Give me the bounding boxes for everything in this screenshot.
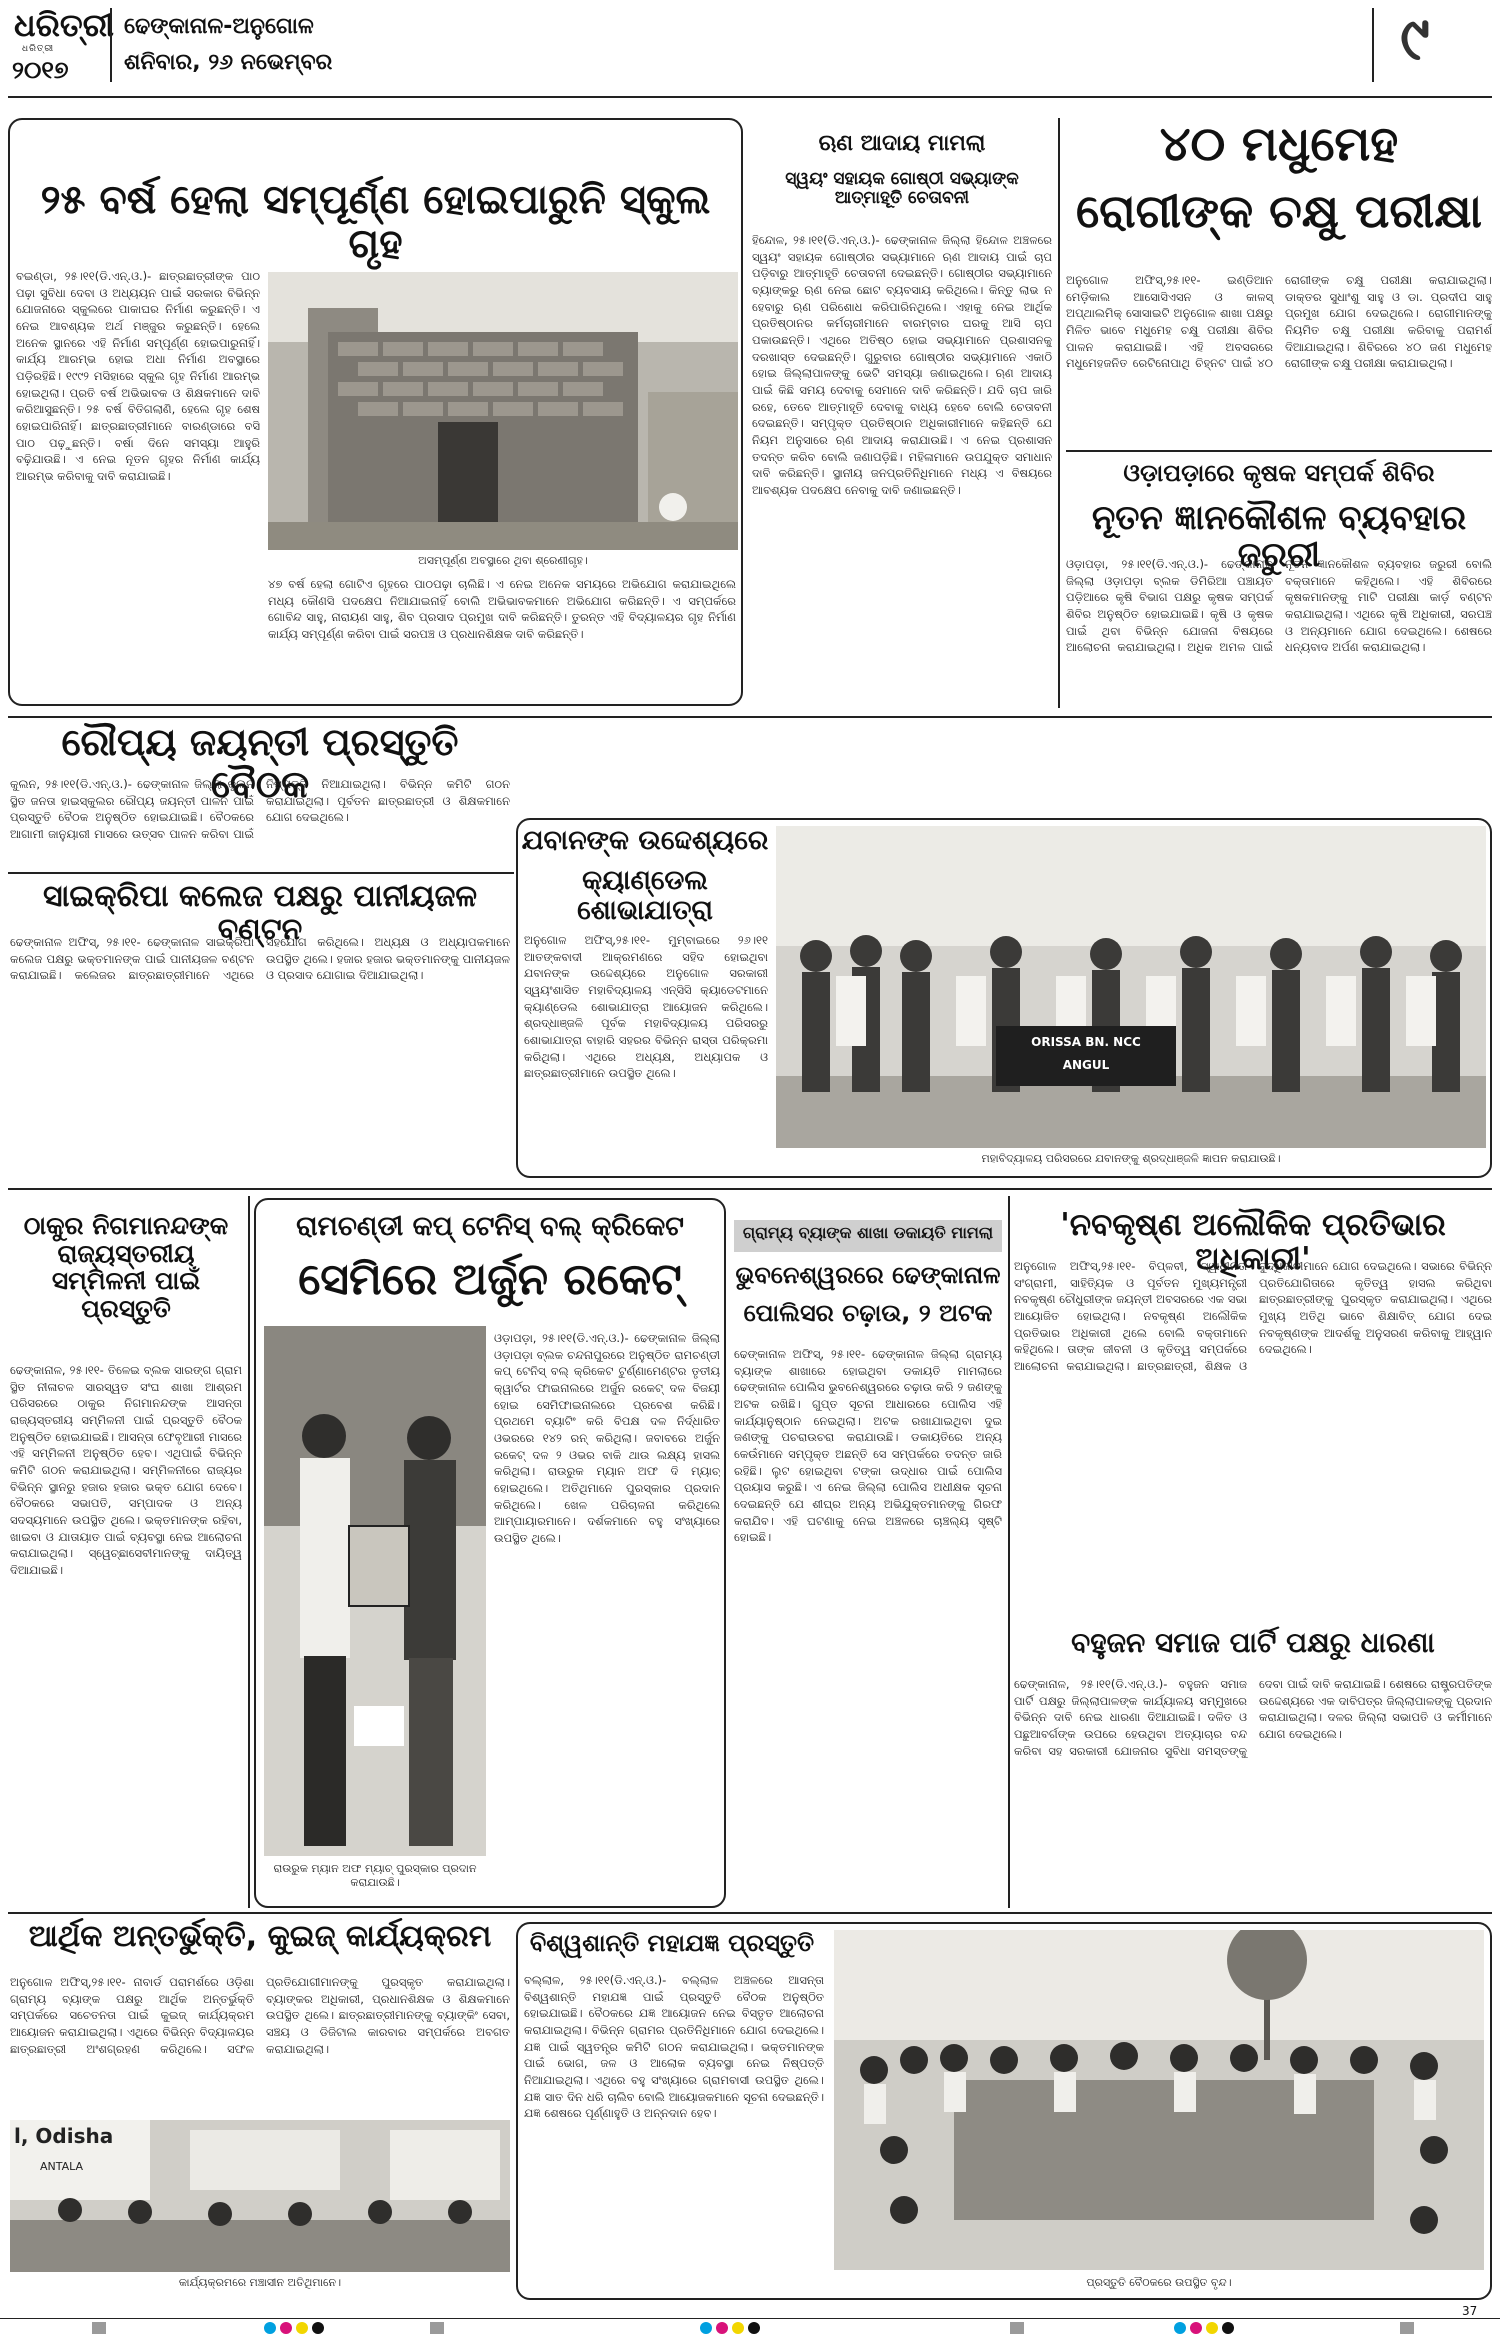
candle-photo [776,826,1486,1148]
cyan-dot [1174,2322,1186,2334]
school-headline: ୨୫ ବର୍ଷ ହେଲା ସମ୍ପୂର୍ଣ୍ଣ ହୋଇପାରୁନି ସ୍କୁଲ ଗୃହ [40,177,711,267]
farmer-headline: ନୂତନ ଜ୍ଞାନକୌଶଳ ବ୍ୟବହାର ଜରୁରୀ [1091,498,1467,576]
school-caption: ଅସମ୍ପୂର୍ଣ୍ଣ ଅବସ୍ଥାରେ ଥିବା ଶ୍ରେଣୀଗୃହ। [418,554,588,567]
peace-caption: ପ୍ରସ୍ତୁତି ବୈଠକରେ ଉପସ୍ଥିତ ବୃନ୍ଦ। [1086,2276,1232,2289]
quiz-headline: ଆର୍ଥିକ ଅନ୍ତର୍ଭୁକ୍ତି, କୁଇଜ୍ କାର୍ଯ୍ୟକ୍ରମ [28,1919,492,1954]
black-dot [1222,2322,1234,2334]
peace-body: ବଲ୍ଲାଳ, ୨୫।୧୧(ଡି.ଏନ୍.ଓ.)- ବଲ୍ଲାଳ ଅଞ୍ଚଳରେ ଆସନ୍ତା ବିଶ୍ୱଶାନ୍ତି ମହାଯଜ୍ଞ ପାଇଁ ପ୍ରସ୍ତୁତି ବୈଠକ ଅନୁଷ୍ଠିତ ହୋଇଯାଇଛି। ବୈଠକରେ ଯଜ୍ଞ ଆୟୋଜନ ନେଇ ବିସ୍ତୃତ ଆଲୋଚନା କରାଯାଇଥିଲା। ବିଭିନ୍ନ ଗ୍ରାମର ପ୍ରତିନିଧିମାନେ ଯୋଗ ଦେଇଥିଲେ। ଯଜ୍ଞ ପାଇଁ ସ୍ୱତନ୍ତ୍ର କମିଟି ଗଠନ କରାଯାଇଥିଲା। ଭକ୍ତମାନଙ୍କ ପାଇଁ ଭୋଗ, ଜଳ ଓ ଆଲୋକ ବ୍ୟବସ୍ଥା ନେଇ ନିଷ୍ପତ୍ତି ନିଆଯାଇଥିଲା। ଏଥିରେ ବହୁ ସଂଖ୍ୟାରେ ଗ୍ରାମବାସୀ ଉପସ୍ଥିତ ଥିଲେ। ଯଜ୍ଞ ସାତ ଦିନ ଧରି ଚାଲିବ ବୋଲି ଆୟୋଜକମାନେ ସୂଚନା ଦେଇଛନ୍ତି। ଯଜ୍ଞ ଶେଷରେ ପୂର୍ଣ୍ଣାହୁତି ଓ ଅନ୍ନଦାନ ହେବ। [524,1973,824,2121]
loan-headline: ସ୍ୱୟଂ ସହାୟକ ଗୋଷ୍ଠୀ ସଭ୍ୟାଙ୍କ ଆତ୍ମାହୂତି ଚେତାବନୀ [785,169,1019,208]
cricket-photo [264,1326,486,1856]
peace-headline: ବିଶ୍ୱଶାନ୍ତି ମହାଯଜ୍ଞ ପ୍ରସ୍ତୁତି [529,1929,815,1957]
navakrushna-headline: 'ନବକୃଷ୍ଣ ଅଲୌକିକ ପ୍ରତିଭାର ଅଧିକାରୀ' [1060,1207,1446,1278]
color-swatch-group-2 [700,2322,780,2334]
bsp-headline: ବହୁଜନ ସମାଜ ପାର୍ଟି ପକ୍ଷରୁ ଧାରଣା [1071,1626,1435,1659]
year-label: ୨୦୧୭ [12,56,69,84]
bsp-body: ଢେଙ୍କାନାଳ, ୨୫।୧୧(ଡି.ଏନ୍.ଓ.)- ବହୁଜନ ସମାଜ ପାର୍ଟି ପକ୍ଷରୁ ଜିଲ୍ଲାପାଳଙ୍କ କାର୍ଯ୍ୟାଳୟ ସମ୍ମୁଖରେ ବିଭିନ୍ନ ଦାବି ନେଇ ଧାରଣା ଦିଆଯାଇଛି। ଦଳିତ ଓ ପଛୁଆବର୍ଗଙ୍କ ଉପରେ ହେଉଥିବା ଅତ୍ୟାଚାର ବନ୍ଦ କରିବା ସହ ସରକାରୀ ଯୋଜନାର ସୁବିଧା ସମସ୍ତଙ୍କୁ ଦେବା ପାଇଁ ଦାବି କରାଯାଇଛି। ଶେଷରେ ରାଷ୍ଟ୍ରପତିଙ୍କ ଉଦ୍ଦେଶ୍ୟରେ ଏକ ଦାବିପତ୍ର ଜିଲ୍ଲାପାଳଙ୍କୁ ପ୍ରଦାନ କରାଯାଇଥିଲା। ଦଳର ଜିଲ୍ଲା ସଭାପତି ଓ କର୍ମୀମାନେ ଯୋଗ ଦେଇଥିଲେ। [1014,1677,1492,1758]
bank-headline-2: ପୋଲିସର ଚଢ଼ାଉ, ୨ ଅଟକ [743,1299,993,1327]
magenta-dot [280,2322,292,2334]
cricket-headline: ସେମିରେ ଅର୍ଜୁନ ରକେଟ୍ [298,1254,682,1305]
registration-mark-left [92,2322,106,2334]
yellow-dot [732,2322,744,2334]
cricket-body: ଓଡ଼ାପଡ଼ା, ୨୫।୧୧(ଡି.ଏନ୍.ଓ.)- ଢେଙ୍କାନାଳ ଜିଲ୍ଲା ଓଡ଼ାପଡ଼ା ବ୍ଲକ ଚନ୍ଦନାପୁରରେ ଅନୁଷ୍ଠିତ ରାମଚଣ୍ଡୀ କପ୍ ଟେନିସ୍ ବଲ୍ କ୍ରିକେଟ ଟୁର୍ଣ୍ଣାମେଣ୍ଟର ତୃତୀୟ କ୍ୱାର୍ଟର ଫାଇନାଲରେ ଅର୍ଜୁନ ରକେଟ୍ ଦଳ ବିଜୟୀ ହୋଇ ସେମିଫାଇନାଲରେ ପ୍ରବେଶ କରିଛି। ପ୍ରଥମେ ବ୍ୟାଟିଂ କରି ବିପକ୍ଷ ଦଳ ନିର୍ଦ୍ଧାରିତ ଓଭରରେ ୧୪୨ ରନ୍ କରିଥିଲା। ଜବାବରେ ଅର୍ଜୁନ ରକେଟ୍ ଦଳ ୨ ଓଭର ବାକି ଥାଉ ଲକ୍ଷ୍ୟ ହାସଲ କରିଥିଲା। ରାଉରୁକ ମ୍ୟାନ ଅଫ ଦି ମ୍ୟାଚ୍ ହୋଇଥିଲେ। ଅତିଥିମାନେ ପୁରସ୍କାର ପ୍ରଦାନ କରିଥିଲେ। ଖେଳ ପରିଚାଳନା କରିଥିଲେ ଆମ୍ପାୟାରମାନେ। ଦର୍ଶକମାନେ ବହୁ ସଂଖ୍ୟାରେ ଉପସ୍ଥିତ ଥିଲେ। [494,1331,720,1546]
quiz-body: ଅନୁଗୋଳ ଅଫିସ୍,୨୫।୧୧- ନାବାର୍ଡ ପରାମର୍ଶରେ ଓଡ଼ିଶା ଗ୍ରାମ୍ୟ ବ୍ୟାଙ୍କ ପକ୍ଷରୁ ଆର୍ଥିକ ଅନ୍ତର୍ଭୁକ୍ତି ସମ୍ପର୍କରେ ସଚେତନତା ପାଇଁ କୁଇଜ୍ କାର୍ଯ୍ୟକ୍ରମ ଆୟୋଜନ କରାଯାଇଥିଲା। ଏଥିରେ ବିଭିନ୍ନ ବିଦ୍ୟାଳୟର ଛାତ୍ରଛାତ୍ରୀ ଅଂଶଗ୍ରହଣ କରିଥିଲେ। ସଫଳ ପ୍ରତିଯୋଗୀମାନଙ୍କୁ ପୁରସ୍କୃତ କରାଯାଇଥିଲା। ବ୍ୟାଙ୍କର ଅଧିକାରୀ, ପ୍ରଧାନଶିକ୍ଷକ ଓ ଶିକ୍ଷକମାନେ ଉପସ୍ଥିତ ଥିଲେ। ଛାତ୍ରଛାତ୍ରୀମାନଙ୍କୁ ବ୍ୟାଙ୍କିଂ ସେବା, ସଞ୍ଚୟ ଓ ଡିଜିଟାଲ କାରବାର ସମ୍ପର୍କରେ ଅବଗତ କରାଯାଇଥିଲା। [10,1975,510,2056]
peace-photo [834,1930,1484,2270]
color-swatch-group-3 [1174,2322,1254,2334]
water-headline: ସାଇକ୍ରିପା କଲେଜ ପକ୍ଷରୁ ପାନୀୟଜଳ ବଣ୍ଟନ [43,879,477,947]
magenta-dot [716,2322,728,2334]
candle-caption: ମହାବିଦ୍ୟାଳୟ ପରିସରରେ ଯବାନଙ୍କୁ ଶ୍ରଦ୍ଧାଞ୍ଜଳି ଜ୍ଞାପନ କରାଯାଉଛି। [981,1152,1281,1165]
yellow-dot [1206,2322,1218,2334]
registration-mark-far-right [1400,2322,1414,2334]
silver-headline: ରୌପ୍ୟ ଜୟନ୍ତୀ ପ୍ରସ୍ତୁତି ବୈଠକ [61,720,459,806]
registration-mark-right [1010,2322,1024,2334]
page-id: 37 [1462,2304,1478,2318]
paper-name: ଧରିତ୍ରୀ [14,6,114,44]
school-photo [268,272,738,550]
yellow-dot [296,2322,308,2334]
color-swatch-group-1 [264,2322,344,2334]
loan-kicker: ଋଣ ଆଦାୟ ମାମଲା [818,131,986,156]
eye-body: ଅନୁଗୋଳ ଅଫିସ୍,୨୫।୧୧- ଇଣ୍ଡିଆନ ମେଡ଼ିକାଲ ଆସୋସିଏସନ ଓ କାଳସ୍ ଅପ୍ଥାଲମିକ୍ ସୋସାଇଟି ଅନୁଗୋଳ ଶାଖା ପକ୍ଷରୁ ମିଳିତ ଭାବେ ମଧୁମେହ ଚକ୍ଷୁ ପରୀକ୍ଷା ଶିବିର ପାଳନ କରାଯାଇଛି। ଏହି ଅବସରରେ ମଧୁମେହଜନିତ ରେଟିନୋପାଥି ଚିହ୍ନଟ ପାଇଁ ୪୦ ରୋଗୀଙ୍କ ଚକ୍ଷୁ ପରୀକ୍ଷା କରାଯାଇଥିଲା। ଡାକ୍ତର ସୁଧାଂଶୁ ସାହୁ ଓ ଡା. ପ୍ରଦୀପ ସାହୁ ପ୍ରମୁଖ ଯୋଗ ଦେଇଥିଲେ। ରୋଗୀମାନଙ୍କୁ ନିୟମିତ ଚକ୍ଷୁ ପରୀକ୍ଷା କରିବାକୁ ପରାମର୍ଶ ଦିଆଯାଇଥିଲା। ଶିବିରରେ ୪୦ ଜଣ ମଧୁମେହ ରୋଗୀଙ୍କ ଚକ୍ଷୁ ପରୀକ୍ଷା କରାଯାଇଥିଲା। [1066,273,1492,371]
school-body: ବଇଣ୍ଡା, ୨୫।୧୧(ଡି.ଏନ୍.ଓ.)- ଛାତ୍ରଛାତ୍ରୀଙ୍କ ପାଠ ପଢ଼ା ସୁବିଧା ଦେବା ଓ ଅଧ୍ୟୟନ ପାଇଁ ସରକାର ବିଭିନ୍ନ ଯୋଜନାରେ ସ୍କୁଲରେ ପାକାଘର ନିର୍ମାଣ କରୁଛନ୍ତି। ଏ ନେଇ ଆବଶ୍ୟକ ଅର୍ଥ ମଞ୍ଜୁର କରୁଛନ୍ତି। ହେଲେ ଅନେକ ସ୍ଥାନରେ ଏହି ନିର୍ମାଣ ସମ୍ପୂର୍ଣ୍ଣ ହୋଇପାରୁନାହିଁ। କାର୍ଯ୍ୟ ଆରମ୍ଭ ହୋଇ ଅଧା ନିର୍ମାଣ ଅବସ୍ଥାରେ ପଡ଼ିରହିଛି। ୧୯୯୨ ମସିହାରେ ସ୍କୁଲ ଗୃହ ନିର୍ମାଣ ଆରମ୍ଭ ହୋଇଥିଲା। ପ୍ରତି ବର୍ଷ ଅଭିଭାବକ ଓ ଶିକ୍ଷକମାନେ ଦାବି କରିଆସୁଛନ୍ତି। ୨୫ ବର୍ଷ ବିତିଗଲାଣି, ହେଲେ ଗୃହ ଶେଷ ହୋଇପାରିନାହିଁ। ଛାତ୍ରଛାତ୍ରୀମାନେ ବାରଣ୍ଡାରେ ବସି ପାଠ ପଢ଼ୁଛନ୍ତି। ବର୍ଷା ଦିନେ ସମସ୍ୟା ଆହୁରି ବଢ଼ିଯାଉଛି। ଏ ନେଇ ନୂତନ ଗୃହର ନିର୍ମାଣ କାର୍ଯ୍ୟ ଆରମ୍ଭ କରିବାକୁ ଦାବି କରାଯାଇଛି। [16,269,260,484]
eye-headline-1: ୪୦ ମଧୁମେହ [1159,116,1399,172]
page-number: ୯ [1400,4,1430,74]
farmer-body: ଓଡ଼ାପଡ଼ା, ୨୫।୧୧(ଡି.ଏନ୍.ଓ.)- ଢେଙ୍କାନାଳ ଜିଲ୍ଲା ଓଡ଼ାପଡ଼ା ବ୍ଲକ ଡିମିରିଆ ପଞ୍ଚାୟତ ପଡ଼ିଆରେ କୃଷି ବିଭାଗ ପକ୍ଷରୁ କୃଷକ ସମ୍ପର୍କ ଶିବିର ଅନୁଷ୍ଠିତ ହୋଇଯାଇଛି। କୃଷି ଓ କୃଷକ ପାଇଁ ଥିବା ବିଭିନ୍ନ ଯୋଜନା ବିଷୟରେ ଆଲୋଚନା କରାଯାଇଥିଲା। ଅଧିକ ଅମଳ ପାଇଁ ନୂତନ ଜ୍ଞାନକୌଶଳ ବ୍ୟବହାର ଜରୁରୀ ବୋଲି ବକ୍ତାମାନେ କହିଥିଲେ। ଏହି ଶିବିରରେ କୃଷକମାନଙ୍କୁ ମାଟି ପରୀକ୍ଷା କାର୍ଡ଼ ବଣ୍ଟନ କରାଯାଇଥିଲା। ଏଥିରେ କୃଷି ଅଧିକାରୀ, ସରପଞ୍ଚ ଓ ଅନ୍ୟମାନେ ଯୋଗ ଦେଇଥିଲେ। ଶେଷରେ ଧନ୍ୟବାଦ ଅର୍ପଣ କରାଯାଇଥିଲା। [1066,557,1492,655]
candle-body: ଅନୁଗୋଳ ଅଫିସ୍,୨୫।୧୧- ମୁମ୍ବାଇରେ ୨୬।୧୧ ଆତଙ୍କବାଦୀ ଆକ୍ରମଣରେ ସହିଦ ହୋଇଥିବା ଯବାନଙ୍କ ଉଦ୍ଦେଶ୍ୟରେ ଅନୁଗୋଳ ସରକାରୀ ସ୍ୱୟଂଶାସିତ ମହାବିଦ୍ୟାଳୟ ଏନ୍‌ସିସି କ୍ୟାଡେଟମାନେ କ୍ୟାଣ୍ଡେଲ ଶୋଭାଯାତ୍ରା ଆୟୋଜନ କରିଥିଲେ। ଶ୍ରଦ୍ଧାଞ୍ଜଳି ପୂର୍ବକ ମହାବିଦ୍ୟାଳୟ ପରିସରରୁ ଶୋଭାଯାତ୍ରା ବାହାରି ସହରର ବିଭିନ୍ନ ରାସ୍ତା ପରିକ୍ରମା କରିଥିଲା। ଏଥିରେ ଅଧ୍ୟକ୍ଷ, ଅଧ୍ୟାପକ ଓ ଛାତ୍ରଛାତ୍ରୀମାନେ ଉପସ୍ଥିତ ଥିଲେ। [524,933,768,1081]
edition-label: ଢେଙ୍କାନାଳ-ଅନୁଗୋଳ [124,14,314,39]
black-dot [748,2322,760,2334]
ncc-banner-line-1: ORISSA BN. NCC [1031,1035,1141,1049]
magenta-dot [1190,2322,1202,2334]
cricket-caption: ରାଉରୁକ ମ୍ୟାନ ଅଫ ମ୍ୟାଚ୍ ପୁରସ୍କାର ପ୍ରଦାନ କରାଯାଉଛି। [273,1862,477,1889]
loan-body: ହିନ୍ଦୋଳ, ୨୫।୧୧(ଡି.ଏନ୍.ଓ.)- ଢେଙ୍କାନାଳ ଜିଲ୍ଲା ହିନ୍ଦୋଳ ଅଞ୍ଚଳରେ ସ୍ୱୟଂ ସହାୟକ ଗୋଷ୍ଠୀର ସଭ୍ୟାମାନେ ଋଣ ଆଦାୟ ପାଇଁ ଚାପ ପଡ଼ିବାରୁ ଆତ୍ମାହୂତି ଚେତାବନୀ ଦେଇଛନ୍ତି। ଗୋଷ୍ଠୀର ସଭ୍ୟାମାନେ ବ୍ୟାଙ୍କରୁ ଋଣ ନେଇ ଛୋଟ ବ୍ୟବସାୟ କରିଥିଲେ। କିନ୍ତୁ ଲାଭ ନ ହେବାରୁ ଋଣ ପରିଶୋଧ କରିପାରିନଥିଲେ। ଏହାକୁ ନେଇ ଆର୍ଥିକ ପ୍ରତିଷ୍ଠାନର କର୍ମଚାରୀମାନେ ବାରମ୍ବାର ଘରକୁ ଆସି ଚାପ ପକାଉଛନ୍ତି। ଏଥିରେ ଅତିଷ୍ଠ ହୋଇ ସଭ୍ୟାମାନେ ପ୍ରଶାସନକୁ ଦରଖାସ୍ତ ଦେଇଛନ୍ତି। ଗୁରୁବାର ଗୋଷ୍ଠୀର ସଭ୍ୟାମାନେ ଏକାଠି ହୋଇ ଜିଲ୍ଲାପାଳଙ୍କୁ ଭେଟି ସମସ୍ୟା ଜଣାଇଥିଲେ। ଋଣ ଆଦାୟ ପାଇଁ କିଛି ସମୟ ଦେବାକୁ ସେମାନେ ଦାବି କରିଛନ୍ତି। ଯଦି ଚାପ ଜାରି ରହେ, ତେବେ ଆତ୍ମାହୂତି ଦେବାକୁ ବାଧ୍ୟ ହେବେ ବୋଲି ଚେତାବନୀ ଦେଇଛନ୍ତି। ସମ୍ପୃକ୍ତ ପ୍ରତିଷ୍ଠାନ ଅଧିକାରୀମାନେ କହିଛନ୍ତି ଯେ ନିୟମ ଅନୁସାରେ ଋଣ ଆଦାୟ କରାଯାଉଛି। ଏ ନେଇ ପ୍ରଶାସନ ତଦନ୍ତ କରିବ ବୋଲି ଜଣାପଡ଼ିଛି। ମହିଳାମାନେ ଉପଯୁକ୍ତ ସମାଧାନ ଦାବି କରିଛନ୍ତି। ସ୍ଥାନୀୟ ଜନପ୍ରତିନିଧିମାନେ ମଧ୍ୟ ଏ ବିଷୟରେ ଆବଶ୍ୟକ ପଦକ୍ଷେପ ନେବାକୁ ଦାବି ଜଣାଇଛନ୍ତି। [752,233,1052,498]
water-body: ଢେଙ୍କାନାଳ ଅଫିସ୍, ୨୫।୧୧- ଢେଙ୍କାନାଳ ସାଇକ୍ରିପା କଲେଜ ପକ୍ଷରୁ ଭକ୍ତମାନଙ୍କ ପାଇଁ ପାନୀୟଜଳ ବଣ୍ଟନ କରାଯାଇଛି। କଲେଜର ଛାତ୍ରଛାତ୍ରୀମାନେ ଏଥିରେ ସହଯୋଗ କରିଥିଲେ। ଅଧ୍ୟକ୍ଷ ଓ ଅଧ୍ୟାପକମାନେ ଉପସ୍ଥିତ ଥିଲେ। ହଜାର ହଜାର ଭକ୍ତମାନଙ୍କୁ ପାନୀୟଜଳ ଓ ପ୍ରସାଦ ଯୋଗାଇ ଦିଆଯାଇଥିଲା। [10,935,510,983]
candle-headline-1: ଯବାନଙ୍କ ଉଦ୍ଦେଶ୍ୟରେ [521,825,769,856]
eye-headline-2: ରୋଗୀଙ୍କ ଚକ୍ଷୁ ପରୀକ୍ଷା [1076,184,1482,238]
date-label: ଶନିବାର, ୨୬ ନଭେମ୍ବର [124,50,333,75]
candle-headline-2: କ୍ୟାଣ୍ଡେଲ ଶୋଭାଯାତ୍ରା [577,865,713,926]
paper-tagline: ଧରିତ୍ରୀ [22,44,55,54]
farmer-kicker: ଓଡ଼ାପଡ଼ାରେ କୃଷକ ସମ୍ପର୍କ ଶିବିର [1123,459,1435,487]
cyan-dot [264,2322,276,2334]
cricket-kicker: ରାମଚଣ୍ଡୀ କପ୍ ଟେନିସ୍ ବଲ୍ କ୍ରିକେଟ [296,1211,684,1242]
ncc-banner-line-2: ANGUL [1062,1058,1110,1072]
bank-kicker: ଗ୍ରାମ୍ୟ ବ୍ୟାଙ୍କ ଶାଖା ଡକାୟତି ମାମଲା [742,1223,994,1242]
thakur-headline: ଠାକୁର ନିଗମାନନ୍ଦଙ୍କ ରାଜ୍ୟସ୍ତରୀୟ ସମ୍ମିଳନୀ ପାଇଁ ପ୍ରସ୍ତୁତି [23,1211,229,1323]
quiz-banner-sign: l, Odisha [14,2124,114,2148]
navakrushna-body: ଅନୁଗୋଳ ଅଫିସ୍,୨୫।୧୧- ବିପ୍ଳବୀ, ସ୍ୱାଧୀନତା ସଂଗ୍ରାମୀ, ସାହିତ୍ୟିକ ଓ ପୂର୍ବତନ ମୁଖ୍ୟମନ୍ତ୍ରୀ ନବକୃଷ୍ଣ ଚୌଧୁରୀଙ୍କ ଜୟନ୍ତୀ ଅବସରରେ ଏକ ସଭା ଆୟୋଜିତ ହୋଇଥିଲା। ନବକୃଷ୍ଣ ଅଲୌକିକ ପ୍ରତିଭାର ଅଧିକାରୀ ଥିଲେ ବୋଲି ବକ୍ତାମାନେ କହିଥିଲେ। ତାଙ୍କ ଜୀବନୀ ଓ କୃତିତ୍ୱ ସମ୍ପର୍କରେ ଆଲୋଚନା କରାଯାଇଥିଲା। ଛାତ୍ରଛାତ୍ରୀ, ଶିକ୍ଷକ ଓ ବୁଦ୍ଧିଜୀବୀମାନେ ଯୋଗ ଦେଇଥିଲେ। ସଭାରେ ବିଭିନ୍ନ ପ୍ରତିଯୋଗିତାରେ କୃତିତ୍ୱ ହାସଲ କରିଥିବା ଛାତ୍ରଛାତ୍ରୀଙ୍କୁ ପୁରସ୍କୃତ କରାଯାଇଥିଲା। ଏଥିରେ ମୁଖ୍ୟ ଅତିଥି ଭାବେ ଶିକ୍ଷାବିତ୍ ଯୋଗ ଦେଇ ନବକୃଷ୍ଣଙ୍କ ଆଦର୍ଶକୁ ଅନୁସରଣ କରିବାକୁ ଆହ୍ୱାନ ଦେଇଥିଲେ। [1014,1259,1492,1374]
registration-mark-center [430,2322,444,2334]
quiz-caption: କାର୍ଯ୍ୟକ୍ରମରେ ମଞ୍ଚାସୀନ ଅତିଥିମାନେ। [178,2276,342,2289]
black-dot [312,2322,324,2334]
thakur-body: ଢେଙ୍କାନାଳ, ୨୫।୧୧- ତିଳେଇ ବ୍ଲକ ସାରଙ୍ଗ ଗ୍ରାମ ସ୍ଥିତ ନୀଳାଚଳ ସାରସ୍ୱତ ସଂଘ ଶାଖା ଆଶ୍ରମ ପରିସରରେ ଠାକୁର ନିଗମାନନ୍ଦଙ୍କ ଆସନ୍ତା ରାଜ୍ୟସ୍ତରୀୟ ସମ୍ମିଳନୀ ପାଇଁ ପ୍ରସ୍ତୁତି ବୈଠକ ଅନୁଷ୍ଠିତ ହୋଇଯାଇଛି। ଆସନ୍ତା ଫେବୃଆରୀ ମାସରେ ଏହି ସମ୍ମିଳନୀ ଅନୁଷ୍ଠିତ ହେବ। ଏଥିପାଇଁ ବିଭିନ୍ନ କମିଟି ଗଠନ କରାଯାଇଥିଲା। ସମ୍ମିଳନୀରେ ରାଜ୍ୟର ବିଭିନ୍ନ ସ୍ଥାନରୁ ହଜାର ହଜାର ଭକ୍ତ ଯୋଗ ଦେବେ। ବୈଠକରେ ସଭାପତି, ସମ୍ପାଦକ ଓ ଅନ୍ୟ ସଦସ୍ୟମାନେ ଉପସ୍ଥିତ ଥିଲେ। ଭକ୍ତମାନଙ୍କ ରହିବା, ଖାଇବା ଓ ଯାତାୟାତ ପାଇଁ ବ୍ୟବସ୍ଥା ନେଇ ଆଲୋଚନା କରାଯାଇଥିଲା। ସ୍ୱେଚ୍ଛାସେବୀମାନଙ୍କୁ ଦାୟିତ୍ୱ ଦିଆଯାଇଛି। [10,1363,242,1578]
bank-headline-1: ଭୁବନେଶ୍ୱରରେ ଢେଙ୍କାନାଳ [735,1261,1001,1289]
school-body-2: ୪୭ ବର୍ଷ ହେଲା ଗୋଟିଏ ଗୃହରେ ପାଠପଢ଼ା ଚାଲିଛି। ଏ ନେଇ ଅନେକ ସମୟରେ ଅଭିଯୋଗ କରାଯାଇଥିଲେ ମଧ୍ୟ କୌଣସି ପଦକ୍ଷେପ ନିଆଯାଇନାହିଁ ବୋଲି ଅଭିଭାବକମାନେ ଅଭିଯୋଗ କରିଛନ୍ତି। ଏ ସମ୍ପର୍କରେ ଗୋବିନ୍ଦ ସାହୁ, ନାରାୟଣ ସାହୁ, ଶିବ ପ୍ରସାଦ ପ୍ରମୁଖ ଦାବି କରିଛନ୍ତି। ତୁରନ୍ତ ଏହି ବିଦ୍ୟାଳୟର ଗୃହ ନିର୍ମାଣ କାର୍ଯ୍ୟ ସମ୍ପୂର୍ଣ୍ଣ କରିବା ପାଇଁ ସରପଞ୍ଚ ଓ ପ୍ରଧାନଶିକ୍ଷକ ଦାବି କରିଛନ୍ତି। [268,577,736,642]
silver-body: କୁଲନ, ୨୫।୧୧(ଡି.ଏନ୍.ଓ.)- ଢେଙ୍କାନାଳ ଜିଲ୍ଲା କୁଲନ ସ୍ଥିତ ଜନତା ହାଇସ୍କୁଲର ରୌପ୍ୟ ଜୟନ୍ତୀ ପାଳନ ପାଇଁ ପ୍ରସ୍ତୁତି ବୈଠକ ଅନୁଷ୍ଠିତ ହୋଇଯାଇଛି। ବୈଠକରେ ଆଗାମୀ ଜାନୁୟାରୀ ମାସରେ ଉତ୍ସବ ପାଳନ କରିବା ପାଇଁ ନିଷ୍ପତ୍ତି ନିଆଯାଇଥିଲା। ବିଭିନ୍ନ କମିଟି ଗଠନ କରାଯାଇଥିଲା। ପୂର୍ବତନ ଛାତ୍ରଛାତ୍ରୀ ଓ ଶିକ୍ଷକମାନେ ଯୋଗ ଦେଇଥିଲେ। [10,777,510,842]
bank-body: ଢେଙ୍କାନାଳ ଅଫିସ୍, ୨୫।୧୧- ଢେଙ୍କାନାଳ ଜିଲ୍ଲା ଗ୍ରାମ୍ୟ ବ୍ୟାଙ୍କ ଶାଖାରେ ହୋଇଥିବା ଡକାୟତି ମାମଲାରେ ଢେଙ୍କାନାଳ ପୋଲିସ ଭୁବନେଶ୍ୱରରେ ଚଢ଼ାଉ କରି ୨ ଜଣଙ୍କୁ ଅଟକ ରଖିଛି। ଗୁପ୍ତ ସୂଚନା ଆଧାରରେ ପୋଲିସ ଏହି କାର୍ଯ୍ୟାନୁଷ୍ଠାନ ନେଇଥିଲା। ଅଟକ ରଖାଯାଇଥିବା ଦୁଇ ଜଣଙ୍କୁ ପଚରାଉଚରା କରାଯାଉଛି। ଡକାୟତିରେ ଅନ୍ୟ କେଉଁମାନେ ସମ୍ପୃକ୍ତ ଅଛନ୍ତି ସେ ସମ୍ପର୍କରେ ତଦନ୍ତ ଜାରି ରହିଛି। ଲୁଟ ହୋଇଥିବା ଟଙ୍କା ଉଦ୍ଧାର ପାଇଁ ପୋଲିସ ପ୍ରୟାସ କରୁଛି। ଏ ନେଇ ଜିଲ୍ଲା ପୋଲିସ ଅଧୀକ୍ଷକ ସୂଚନା ଦେଇଛନ୍ତି ଯେ ଶୀଘ୍ର ଅନ୍ୟ ଅଭିଯୁକ୍ତମାନଙ୍କୁ ଗିରଫ କରାଯିବ। ଏହି ଘଟଣାକୁ ନେଇ ଅଞ୍ଚଳରେ ଚାଞ୍ଚଲ୍ୟ ସୃଷ୍ଟି ହୋଇଛି। [734,1347,1002,1545]
cyan-dot [700,2322,712,2334]
quiz-banner-sign-2: ANTALA [40,2160,84,2173]
